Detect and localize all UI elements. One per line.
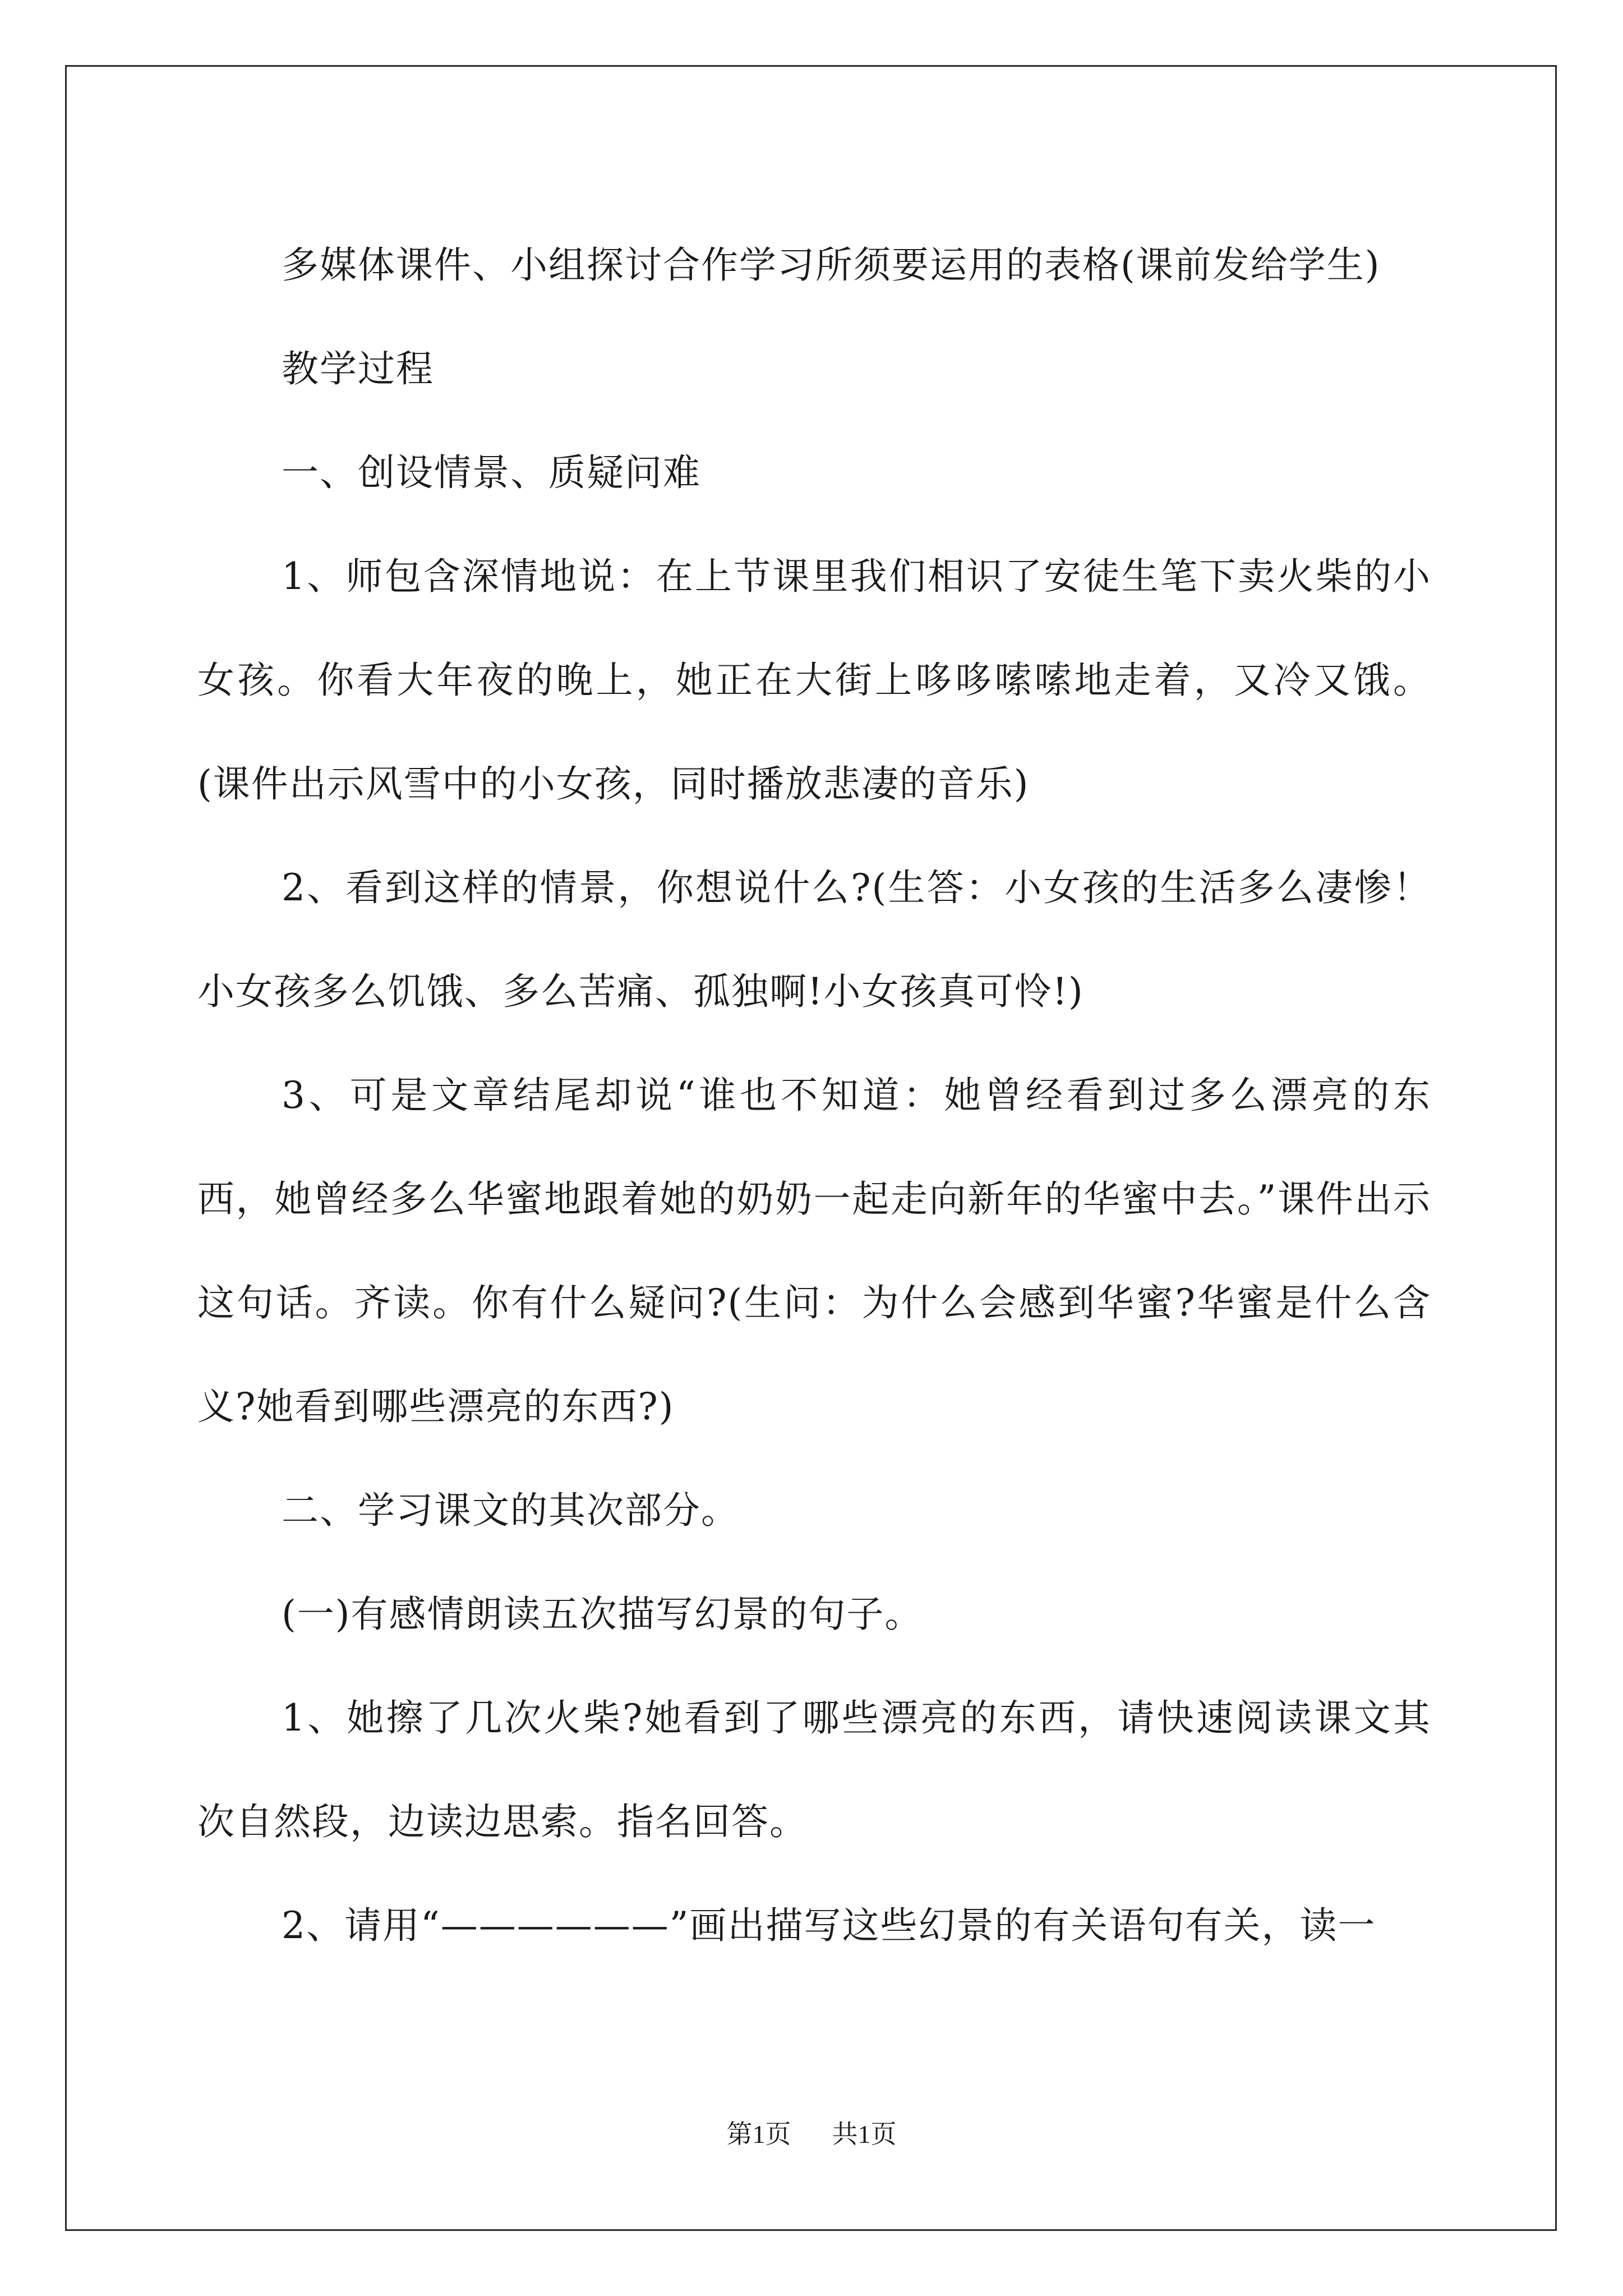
heading-section-two: 二、学习课文的其次部分。 <box>282 1489 739 1532</box>
page-total: 共1页 <box>832 2120 897 2148</box>
heading-section-one: 一、创设情景、质疑问难 <box>282 451 701 494</box>
document-body <box>197 213 1431 1977</box>
paragraph-sub-step-1: 1、她擦了几次火柴?她看到了哪些漂亮的东西，请快速阅读课文其次自然段，边读边思索。指名回答。 <box>197 1696 1431 1843</box>
paragraph-step-2: 2、看到这样的情景，你想说什么?(生答：小女孩的生活多么凄惨！小女孩多么饥饿、多么苦痛、孤独啊!小女孩真可怜!) <box>197 866 1431 1013</box>
page-number: 第1页 <box>726 2120 791 2148</box>
heading-subsection-one: (一)有感情朗读五次描写幻景的句子。 <box>282 1593 923 1636</box>
paragraph-materials: 多媒体课件、小组探讨合作学习所须要运用的表格(课前发给学生) <box>282 243 1381 287</box>
paragraph-step-1: 1、师包含深情地说：在上节课里我们相识了安徒生笔下卖火柴的小女孩。你看大年夜的晚上，她正在大街上哆哆嗦嗦地走着，又冷又饿。(课件出示风雪中的小女孩，同时播放悲凄的音乐) <box>197 555 1431 806</box>
paragraph-sub-step-2: 2、请用“——————”画出描写这些幻景的有关语句有关，读一 <box>282 1904 1376 1947</box>
paragraph-step-3: 3、可是文章结尾却说“谁也不知道：她曾经看到过多么漂亮的东西，她曾经多么华蜜地跟着她的奶奶一起走向新年的华蜜中去。”课件出示这句话。齐读。你有什么疑问?(生问：为什么会感到华蜜?华蜜是什么含义?她看到哪些漂亮的东西?) <box>197 1074 1431 1428</box>
heading-teaching-process: 教学过程 <box>282 347 434 390</box>
page-footer <box>0 2114 1623 2151</box>
